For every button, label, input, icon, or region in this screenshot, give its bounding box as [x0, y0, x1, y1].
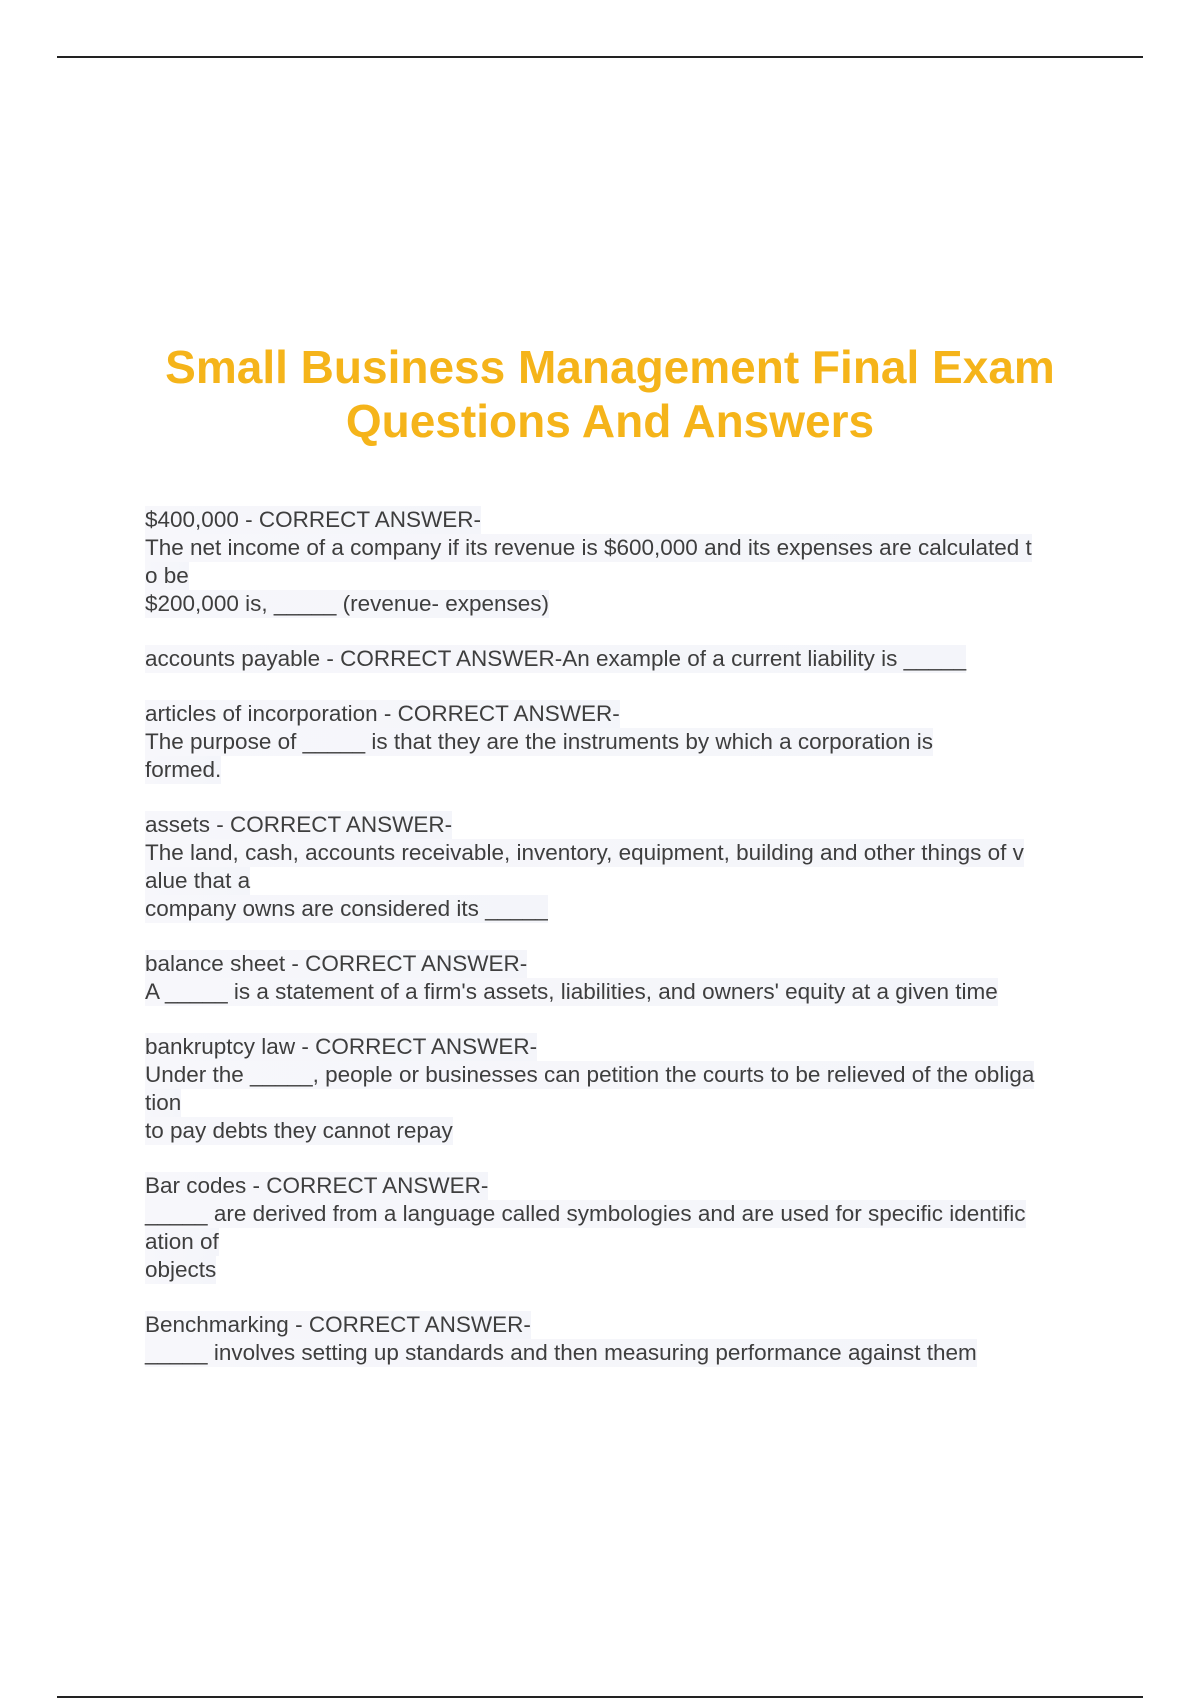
qa-entry: [145, 950, 1105, 1006]
qa-line: to pay debts they cannot repay: [145, 1118, 453, 1143]
qa-line: formed.: [145, 757, 222, 782]
qa-entry: [145, 645, 1105, 673]
qa-entry: [145, 1311, 1105, 1367]
qa-line: objects: [145, 1257, 217, 1282]
qa-line: A _____ is a statement of a firm's assets, liabilities, and owners' equity at a given time: [145, 979, 998, 1004]
qa-entry: [145, 1033, 1105, 1145]
qa-entry: [145, 700, 1105, 784]
qa-line: The purpose of _____ is that they are the instruments by which a corporation is: [145, 729, 933, 754]
qa-entry: [145, 506, 1105, 618]
qa-line: bankruptcy law - CORRECT ANSWER-: [145, 1034, 538, 1059]
qa-line: $400,000 - CORRECT ANSWER-: [145, 507, 481, 532]
bottom-rule: [57, 1696, 1143, 1698]
qa-line: articles of incorporation - CORRECT ANSWER-: [145, 701, 620, 726]
qa-line: o be: [145, 563, 189, 588]
qa-line: tion: [145, 1090, 182, 1115]
qa-entry: [145, 1172, 1105, 1284]
qa-line: ation of: [145, 1229, 219, 1254]
qa-line: Bar codes - CORRECT ANSWER-: [145, 1173, 489, 1198]
top-rule: [57, 56, 1143, 58]
qa-line: $200,000 is, _____ (revenue- expenses): [145, 591, 550, 616]
qa-line: alue that a: [145, 868, 251, 893]
document-title: [100, 340, 1120, 448]
qa-line: The land, cash, accounts receivable, inventory, equipment, building and other things of v: [145, 840, 1024, 865]
qa-line: _____ involves setting up standards and then measuring performance against them: [145, 1340, 977, 1365]
qa-entry: [145, 811, 1105, 923]
qa-line: Benchmarking - CORRECT ANSWER-: [145, 1312, 531, 1337]
qa-line: accounts payable - CORRECT ANSWER-An example of a current liability is _____: [145, 646, 967, 671]
qa-line: _____ are derived from a language called symbologies and are used for specific identific: [145, 1201, 1026, 1226]
qa-line: The net income of a company if its revenue is $600,000 and its expenses are calculated t: [145, 535, 1032, 560]
document-title-line-1: Small Business Management Final Exam: [165, 341, 1055, 393]
document-title-line-2: Questions And Answers: [345, 395, 875, 447]
qa-line: balance sheet - CORRECT ANSWER-: [145, 951, 528, 976]
qa-line: assets - CORRECT ANSWER-: [145, 812, 453, 837]
qa-line: company owns are considered its _____: [145, 896, 548, 921]
qa-list: [145, 506, 1105, 1394]
qa-line: Under the _____, people or businesses can petition the courts to be relieved of the obliga: [145, 1062, 1035, 1087]
